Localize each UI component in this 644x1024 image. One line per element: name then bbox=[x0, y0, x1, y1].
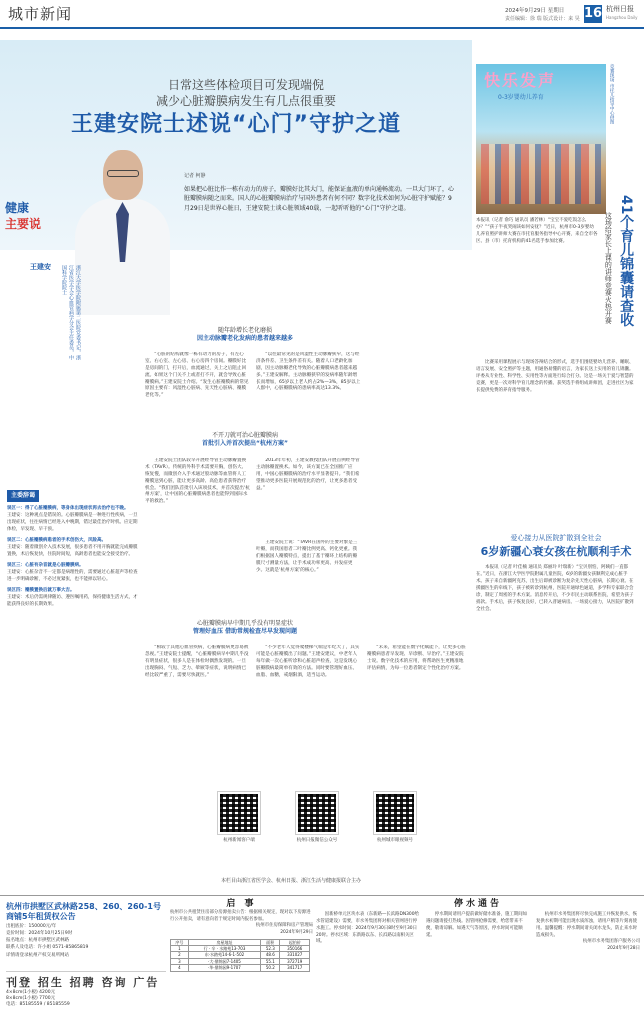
table-header: 面积 bbox=[261, 939, 280, 945]
editors-line: 责任编辑：徐 瑞 版式设计：来 昊 bbox=[505, 16, 580, 22]
subhead-1 bbox=[170, 327, 320, 343]
body-block-3b: “不少老年人觉得爬楼梯气喘是年纪大了，其实可能是心脏瓣膜出了问题。”王建安建议，中老年人每年做一次心脏听诊和心脏超声检查，这是发现心脏瓣膜病最简单有效的方法。同时要管理好血压、血脂、血糖，戒烟限酒，适当运动。 bbox=[256, 645, 360, 678]
ad-rates-line: 8×8cm(1小板) 7700元 bbox=[6, 996, 56, 1002]
sidebar-question: 误区三：心脏有杂音就是心脏瓣膜病。 bbox=[7, 562, 84, 568]
lease-ad-line: 报名地点：杭州市拱墅区武林路 bbox=[6, 938, 69, 944]
table-cell: ·大·鼎锦园7-1405 bbox=[188, 958, 260, 964]
table-cell: 3 bbox=[171, 958, 189, 964]
feature-article bbox=[0, 40, 472, 885]
table-header: 起拍价 bbox=[280, 939, 310, 945]
paper-logo: 杭州日报 bbox=[606, 5, 634, 13]
paper-logo-en: Hangzhou Daily bbox=[606, 15, 638, 20]
ad-rates bbox=[6, 971, 166, 1008]
table-cell: ·华·鼎锦园9-1707 bbox=[188, 965, 260, 971]
auction-notice-title: 启 事 bbox=[226, 899, 257, 909]
doctor-name: 王建安 bbox=[30, 263, 51, 271]
subhead-2 bbox=[170, 432, 320, 448]
lease-ad-line: 联系人及电话：许小姐 0571-85865819 bbox=[6, 945, 89, 951]
ad-rates-title: 刊登 招生 招聘 咨询 广告 bbox=[6, 976, 160, 989]
table-cell: 55.1 bbox=[261, 958, 280, 964]
body-block-2a: 王建安院士团队较早开展经导管主动脉瓣置换术（TAVR）。传统的外科手术需要开胸，创伤大、恢复慢，而微创介入手术通过股动脉等血管将人工瓣膜送到心脏，能让更多高龄、高危患者获得治疗机会。“我们团队首批引入该项技术，并首次提出‘杭州方案’，让中国的心脏瓣膜病患者也能得到国际水平的救治。” bbox=[145, 458, 250, 505]
lease-ad bbox=[6, 902, 166, 959]
column-tag-1: 健康 bbox=[5, 201, 30, 215]
water-notice-title: 停水通告 bbox=[453, 899, 502, 909]
photo-banner-sub: 0-3岁婴幼儿养育 bbox=[498, 94, 544, 101]
sidebar-question: 误区一：得了心脏瓣膜病，等身体出现症状再去治疗也不晚。 bbox=[7, 506, 129, 512]
news-photo bbox=[476, 64, 615, 214]
subhead-1-a: 随年龄增长老化磨损 bbox=[217, 327, 272, 334]
sidebar-box bbox=[7, 490, 139, 885]
sidebar-body bbox=[7, 506, 139, 609]
photo-banner: 快乐发声 bbox=[484, 71, 557, 90]
qr-code[interactable] bbox=[218, 792, 260, 834]
page-number: 16 bbox=[584, 6, 603, 21]
lease-ad-line: 详情请登录杭州产权交易所网站 bbox=[6, 952, 69, 958]
water-notice-org: 杭州市水务集团客户服务公司 bbox=[582, 939, 640, 945]
subhead-1-b: 因主动脉瓣老化发病的患者越来越多 bbox=[196, 335, 293, 343]
right-column bbox=[474, 40, 644, 885]
table-cell: 2 bbox=[171, 952, 189, 958]
qr-caption: 杭州城市眼视频号 bbox=[377, 838, 413, 843]
kicker-line-2: 减少心脏瓣膜病发生有几点很重要 bbox=[155, 93, 336, 108]
qr-code[interactable] bbox=[374, 792, 416, 834]
sidebar-answer: 王建安：术后仍需规律随访、遵医嘱用药，保持健康生活方式，才能获得良好的长期效果。 bbox=[7, 594, 138, 607]
table-cell: 372719 bbox=[280, 958, 310, 964]
sidebar-question: 误区四：瓣膜置换后就万事大吉。 bbox=[7, 587, 75, 593]
photo-caption: 竞赛现场 市托儿指导中心供图 bbox=[609, 64, 615, 124]
doctor-portrait bbox=[75, 150, 170, 315]
dateline: 2024年9月29日 星期日 bbox=[505, 8, 565, 14]
water-notice-col: 因新桥单元区块水表（东新路—长浜路DN300给水管道建设）需要，市水务集团将对相关管网进行停水施工。停水时间：2024年9月30日8时至9月30日20时。停水区域：东新路以东、长浜路以南相关区域。 bbox=[316, 912, 419, 945]
table-cell: 52.3 bbox=[261, 945, 280, 951]
table-cell: 4 bbox=[171, 965, 189, 971]
table-row bbox=[171, 965, 310, 971]
auction-notice-body: 杭州市公共租赁住房部分房源拍卖公告：根据相关规定，现对以下房源进行公开拍卖，请有意向者于规定时间内报名参加。 bbox=[170, 910, 311, 922]
right-lead: 本报讯（记者 俞巧 通讯员 潘若林）“宝宝不爱吃饭怎么办？”“孩子半夜哭闹该如何安抚？”近日，杭州市0-3岁婴幼儿养育照护讲师大赛在市托育服务指导中心开赛，来自全市各区、县（市）托育机构的41名选手参加比赛。 bbox=[476, 218, 598, 244]
table-cell: 50.2 bbox=[261, 965, 280, 971]
auction-notice bbox=[170, 898, 313, 972]
column-tag bbox=[5, 200, 57, 232]
table-cell: 350166 bbox=[280, 945, 310, 951]
story2-body: 本报讯（记者 叶佳楠 通讯员 郑丽玲 叶瑞新）“宝贝别怕，阿姨们一直都在。”近日，在浙江大学医学院附属儿童医院，6岁的新疆女孩顺利完成心脏手术。孩子来自新疆阿克苏，出生后即被诊断为复杂先天性心脏病，长期心衰。在援疆医生的牵线下，孩子被转诊到杭州，医院开通绿色通道，多学科专家联合会诊，制定了周密的手术方案。消息传开后，不少市民主动联系医院，希望为孩子捐款。手术后，孩子恢复良好，已转入普通病房。一场爱心接力，从医院扩散到全社会。 bbox=[476, 565, 634, 612]
auction-notice-org: 杭州市住房保障和房产管理局 bbox=[255, 923, 313, 929]
body-block-3a: “相较于其他心血管疾病，心脏瓣膜病更容易被忽视。”王建安院士提醒，“心脏瓣膜病早中期几乎没有明显症状，很多人是在体检时偶然发现的。一旦出现胸闷、气短、乏力、晕厥等症状，说明病情已经比较严重了，需要尽快就医。” bbox=[145, 645, 249, 678]
body-block-3c: “未来，希望能在数字化赋能下，让更多心脏瓣膜病患者早发现、早诊断、早治疗。”王建安院士说。数字化技术的应用，将帮助医生更精准地评估病情，为每一位患者制定个性化治疗方案。 bbox=[367, 645, 466, 671]
sidebar-question: 误区二：心脏瓣膜病患者的手术创伤大，风险高。 bbox=[7, 537, 106, 543]
classifieds bbox=[0, 895, 644, 1024]
right-subheadline: 这场给家长上课的讲师竞赛火热开赛 bbox=[604, 212, 613, 324]
sidebar-answer: 王建安：这种观点是错误的。心脏瓣膜病是一种进行性疾病，一旦出现症状，往往病情已经进入中晚期，错过最佳治疗时机。应定期体检，早发现、早干预。 bbox=[7, 513, 138, 532]
table-header: 序号 bbox=[171, 939, 189, 945]
ad-rates-line: 电话：85185559 / 85185559 bbox=[6, 1002, 70, 1008]
lead-paragraph: 如果把心脏比作一栋有动力的房子，瓣膜好比其大门，能保证血液的单向通畅流动。一旦大门坏了，心脏瓣膜病随之而来。国人的心脏瓣膜病治疗与国外患者有何不同？数字化技术如何为心脏守护赋能？9月29日是世界心脏日，王建安院士谈心脏领域40载，一起听听他的“心门”守护之道。 bbox=[184, 186, 455, 212]
right-body: 比赛采用课程展示与现场答辩结合的形式，选手们围绕婴幼儿营养、睡眠、语言发展、安全照护等主题，用通俗易懂的语言，为家长送上实用的育儿锦囊。评委从专业性、科学性、实用性等方面进行综合打分。这是一场关于爱与智慧的竞赛，更是一次对科学育儿理念的传播。获奖选手将组成讲师团，走进社区为家长提供免费的养育指导服务。 bbox=[476, 360, 634, 393]
table-cell: 48.6 bbox=[261, 952, 280, 958]
ad-rates-line: 4×8cm(1小板) 4200元 bbox=[6, 990, 56, 996]
subhead-2-a: 不开刀就可治心脏瓣膜病 bbox=[211, 432, 278, 439]
body-block-2c: 王建安院士说：“TAVR在国外的主要对象是三叶瓣，而我国患者二叶瓣比例更高、钙化更重。我们根据国人瓣膜特点，提出了基于瓣环上结构的瓣膜尺寸测量方法，让手术成功率更高、并发症更少。这就是‘杭州方案’的核心。” bbox=[256, 540, 358, 573]
feature-headline: 王建安院士述说“心门”守护之道 bbox=[71, 112, 401, 137]
doctor-glasses bbox=[107, 170, 139, 177]
kicker-line-1: 日常这些体检项目可发现端倪 bbox=[167, 78, 324, 92]
subhead-3-b: 管理好血压 借助常规检查尽早发现问题 bbox=[192, 628, 298, 636]
table-header: 房屋地址 bbox=[188, 939, 260, 945]
right-headline: 41个育儿锦囊请查收 bbox=[618, 195, 635, 327]
table-cell: 行 · 辛 · 水踏苑13-703 bbox=[188, 945, 260, 951]
story2-kicker: 爱心接力从医院扩散到全社会 bbox=[510, 534, 602, 542]
table-cell: 341717 bbox=[280, 965, 310, 971]
column-credit: 本栏目由浙江省医学会、杭州日报、浙江生活与健康报联合主办 bbox=[220, 878, 361, 884]
photo-crowd bbox=[481, 144, 601, 204]
table-cell: 1 bbox=[171, 945, 189, 951]
auction-table bbox=[170, 939, 310, 972]
water-notice-columns bbox=[316, 912, 640, 953]
doctor-bio: 浙江大学医学院附属第二医院党委书记，浙江省医学学会心血管病学分会主任委员，中国科学院院士 bbox=[61, 265, 81, 360]
subhead-3 bbox=[170, 620, 320, 636]
table-cell: 东·水踏苑14-6-1-502 bbox=[188, 952, 260, 958]
qr-caption: 杭州日报微信公众号 bbox=[296, 838, 338, 843]
masthead-rule bbox=[0, 27, 644, 29]
water-notice-date: 2024年9月28日 bbox=[607, 946, 640, 952]
byline: 记者 柯静 bbox=[184, 173, 206, 179]
qr-code[interactable] bbox=[296, 792, 338, 834]
water-notice bbox=[316, 898, 640, 953]
body-block-2b: 2013年年初，王建安教授团队开展首例经导管主动脉瓣置换术。如今，该方案已在全国推广应用，中国心脏瓣膜病的治疗水平显著提升。“我们希望推动更多医院开展规范化的治疗，让更多患者受益。” bbox=[256, 458, 360, 491]
subhead-3-a: 心脏瓣膜病早中期几乎没有明显症状 bbox=[196, 620, 293, 627]
subhead-2-b: 首批引入并首次提出“杭州方案” bbox=[202, 440, 288, 448]
masthead bbox=[0, 0, 644, 30]
lease-ad-line: 竞价时间：2024年10月25日9时 bbox=[6, 930, 73, 936]
body-block-1b: “以往最常见的是风湿性主动脉瓣狭窄，这与经济条件差、卫生条件差有关。随着人口老龄化加剧，因主动脉瓣老化导致的心脏瓣膜病患者越来越多。”王建安解释。主动脉瓣狭窄的发病率随年龄增长而增加，65岁以上老人约占2%—3%，85岁以上人群中，心脏瓣膜病的患病率高达13.3%。 bbox=[256, 352, 361, 392]
sidebar-answer: 王建安：心脏杂音不一定都是病理性的，需要通过心脏超声等检查进一步明确诊断，不必过度紧张，也不能掉以轻心。 bbox=[7, 569, 138, 582]
feature-kicker bbox=[10, 78, 482, 109]
water-notice-col: 杭州市水务集团将尽快完成施工并恢复供水，恢复供水初期可能出现水质浑浊，请用户稍等片刻再使用。温馨提醒：停水期间请关闭水龙头，防止来水时造成损失。 杭州市水务集团客户服务公司 2024年9月28日 bbox=[536, 912, 640, 952]
column-tag-2: 主要说 bbox=[5, 217, 42, 232]
qr-caption: 杭州新闻客户端 bbox=[223, 838, 255, 843]
auction-notice-date: 2024年9月29日 bbox=[280, 929, 313, 935]
section-title: 城市新闻 bbox=[8, 5, 73, 23]
feature-background bbox=[0, 40, 472, 250]
lease-ad-title: 杭州市拱墅区武林路258、260、260-1号商铺5年租赁权公告 bbox=[6, 902, 161, 922]
table-cell: 331027 bbox=[280, 952, 310, 958]
water-notice-col: 停水期间请用户提前做好储水准备，施工期间如遇问题请拨打热线。因管网抢修需要，给您带来不便，敬请谅解。如遇天气等原因，停水时间可能顺延。 bbox=[426, 912, 528, 938]
body-block-1a: “心脏的结构就像一栋有动力的房子，有左心室、右心室、左心房、右心房四个房间。瓣膜好比是房间的门，打开后，血流通过，关上之后阻止回流。如果这个门关不上或者打不开，就会导致心脏瓣膜病。”王建安院士介绍。“发生心脏瓣膜病的常见原因主要有：风湿性心脏病、先天性心脏病、瓣膜老化等。” bbox=[145, 352, 249, 399]
sidebar-answer: 王建安：随着微创介入技术发展，很多患者不用开胸就能完成瓣膜置换，术后恢复快，住院时间短，高龄患者也能安全接受治疗。 bbox=[7, 544, 138, 557]
story2-headline: 6岁新疆心衰女孩在杭顺利手术 bbox=[480, 545, 632, 558]
lease-ad-line: 出租底价：150000元/年 bbox=[6, 923, 57, 929]
sidebar-title: 主委辞谒 bbox=[7, 490, 39, 502]
